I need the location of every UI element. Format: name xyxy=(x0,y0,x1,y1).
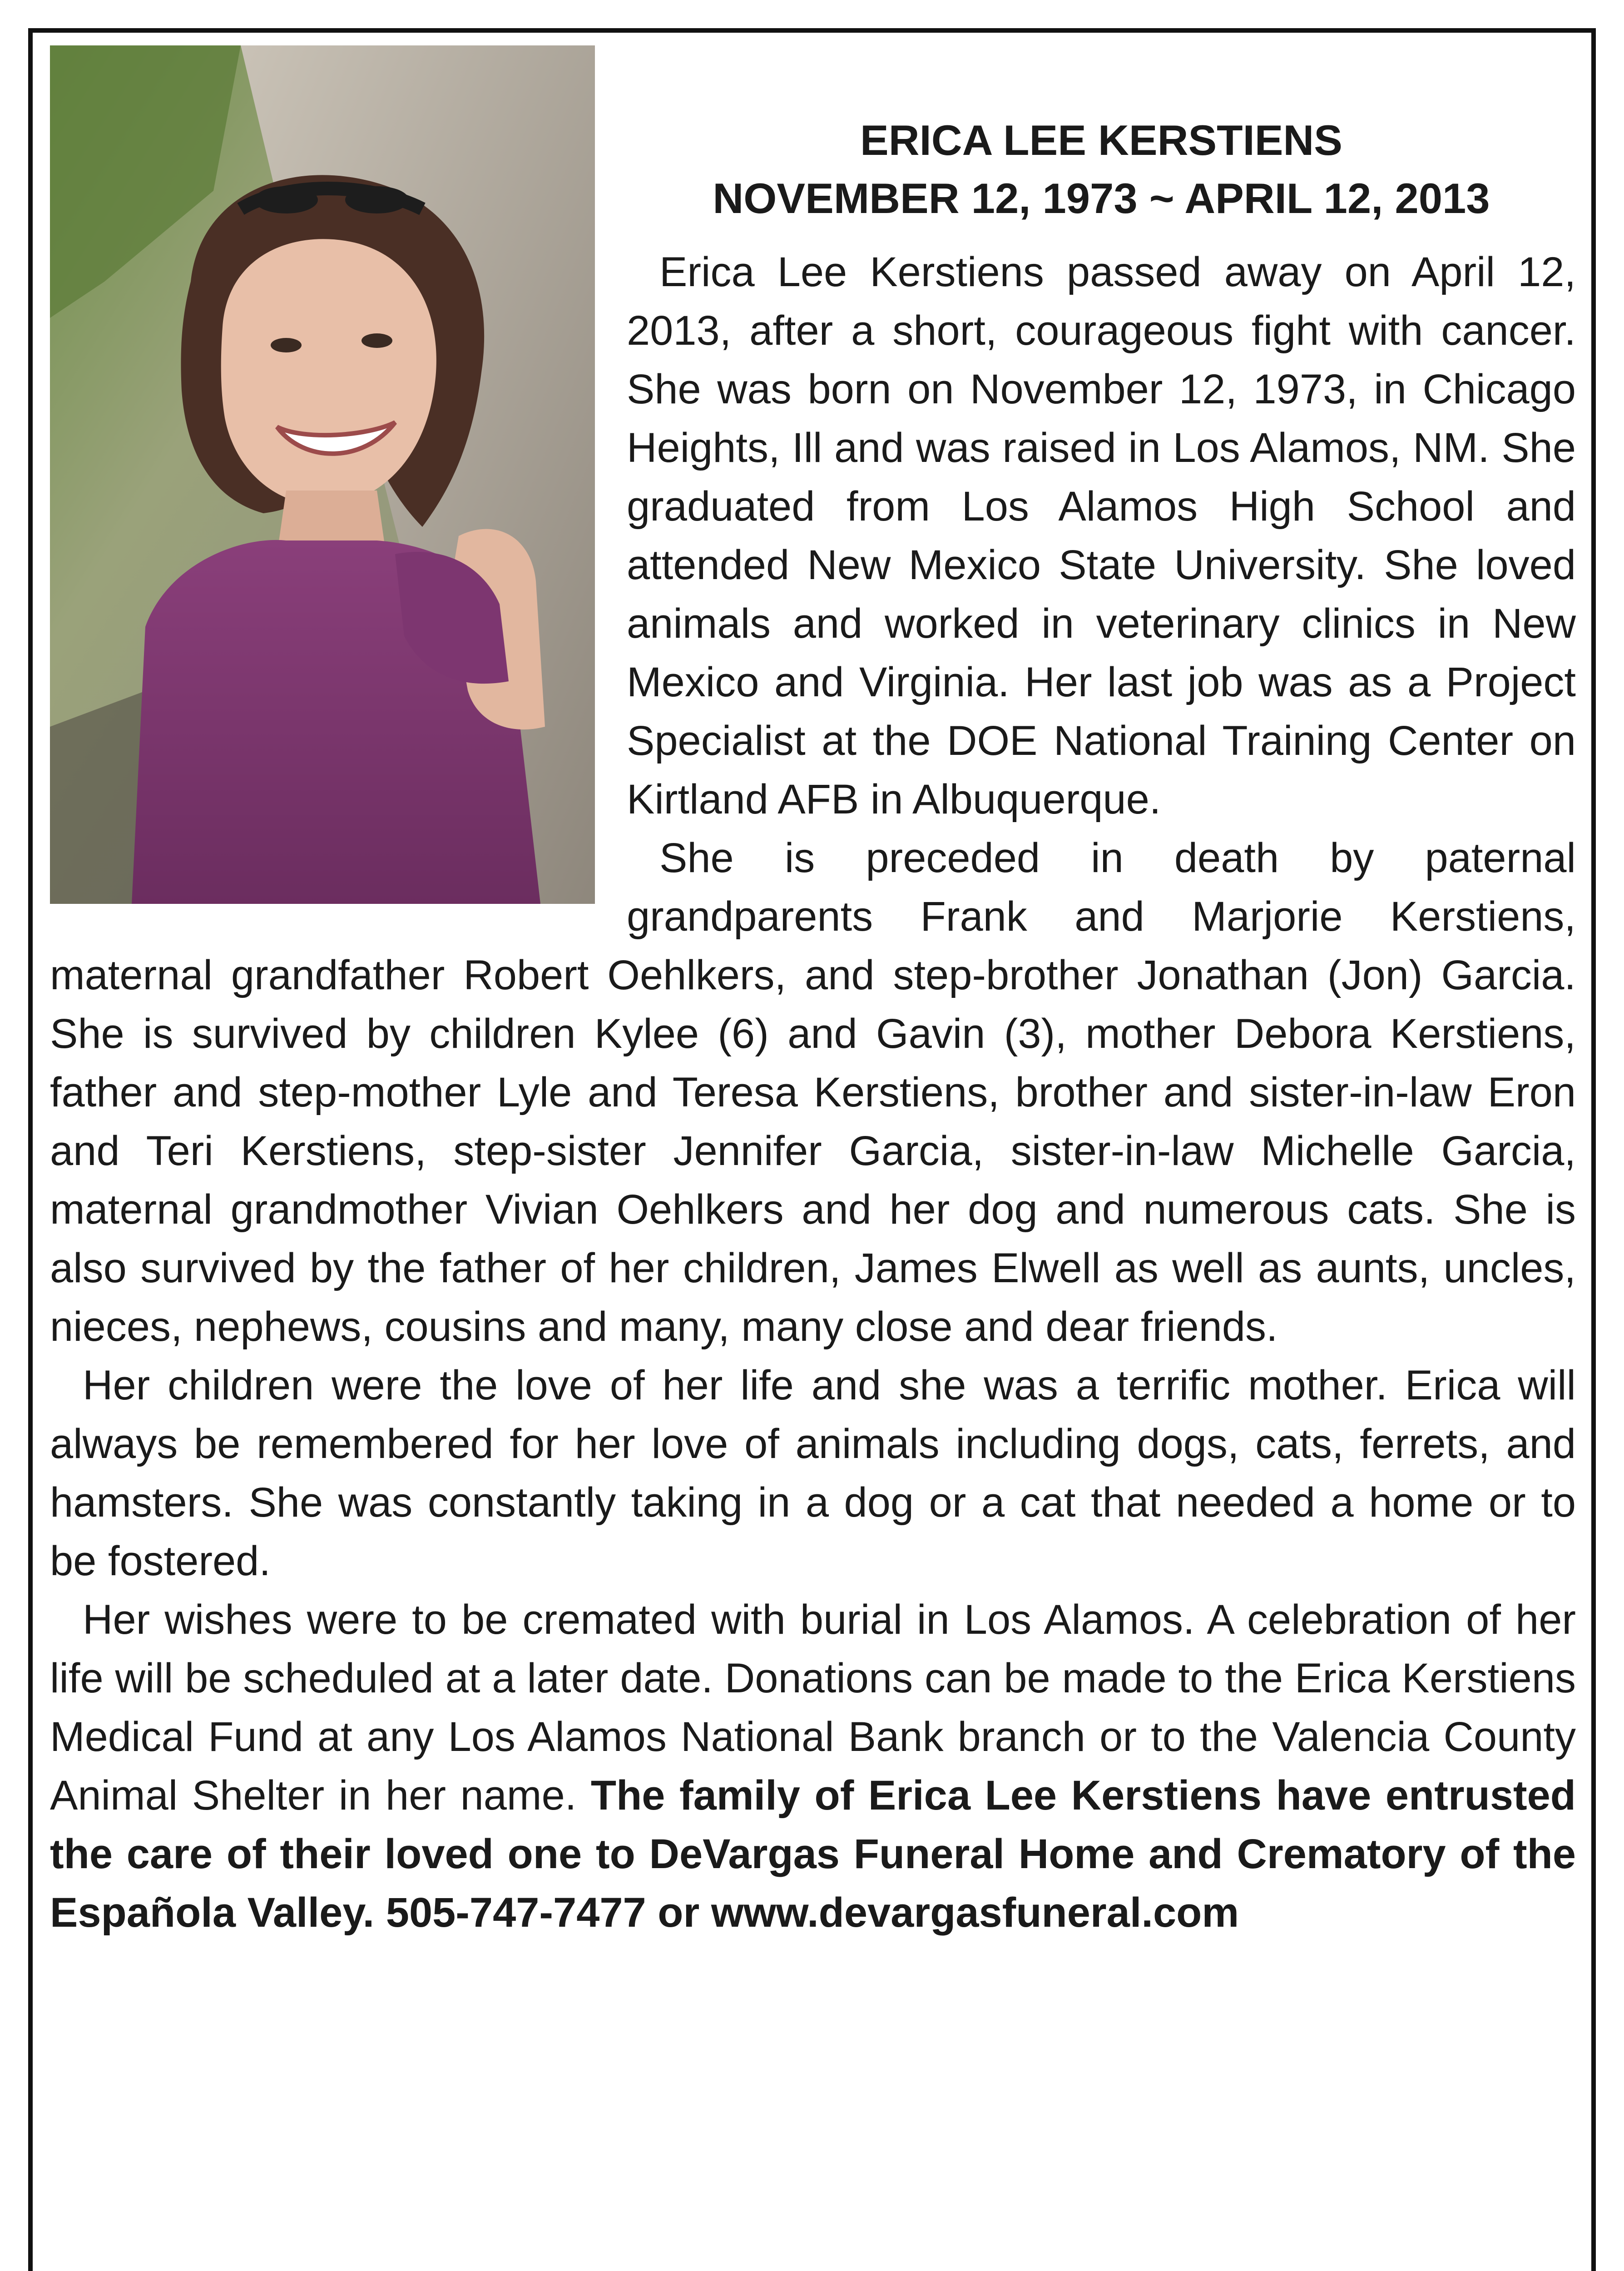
funeral-home-notice: The family of Erica Lee Kerstiens have entrusted the care of their loved one to DeVargas Funeral Home and Crematory of the Española Valley. 505-747-7477 or www.devargasfuneral.com xyxy=(50,1772,1576,1936)
decedent-name: ERICA LEE KERSTIENS xyxy=(860,116,1342,164)
paragraph-children-animals: Her children were the love of her life and she was a terrific mother. Erica will always be remembered for her love of animals including dogs, cats, ferrets, and hamsters. She was constantly taking in a dog or a cat that needed a home or to be fostered. xyxy=(50,1362,1576,1584)
portrait-photo xyxy=(50,45,595,904)
paragraph-family: She is preceded in death by paternal grandparents Frank and Marjorie Kerstiens, maternal grandfather Robert Oehlkers, and step-brother Jonathan (Jon) Garcia. She is survived by children Kylee (6) and Gavin (3), mother Debora Kerstiens, father and step-mother Lyle and Teresa Kerstiens, brother and sister-in-law Eron and Teri Kerstiens, step-sister Jennifer Garcia, sister-in-law Michelle Garcia, maternal grandmother Vivian Oehlkers and her dog and numerous cats. She is also survived by the father of her children, James Elwell as well as aunts, uncles, nieces, nephews, cousins and many, many close and dear friends. xyxy=(50,835,1576,1350)
paragraph-biography: Erica Lee Kerstiens passed away on April 12, 2013, after a short, courageous fight with cancer. She was born on November 12, 1973, in Chicago Heights, Ill and was raised in Los Alamos, NM. She graduated from Los Alamos High School and attended New Mexico State University. She loved animals and worked in veterinary clinics in New Mexico and Virginia. Her last job was as a Project Specialist at the DOE National Training Center on Kirtland AFB in Albuquerque. xyxy=(627,249,1576,823)
paragraph-arrangements xyxy=(50,1591,1576,1942)
arrangements-text: Her wishes were to be cremated with burial in Los Alamos. A celebration of her life will be scheduled at a later date. Donations can be made to the Erica Kerstiens Medical Fund at any Los Alamos National Bank branch or to the Valencia County Animal Shelter in her name. xyxy=(50,1597,1576,1819)
life-dates: NOVEMBER 12, 1973 ~ APRIL 12, 2013 xyxy=(713,174,1490,222)
obituary-body xyxy=(50,45,1576,2262)
portrait-photo-icon xyxy=(50,45,595,904)
